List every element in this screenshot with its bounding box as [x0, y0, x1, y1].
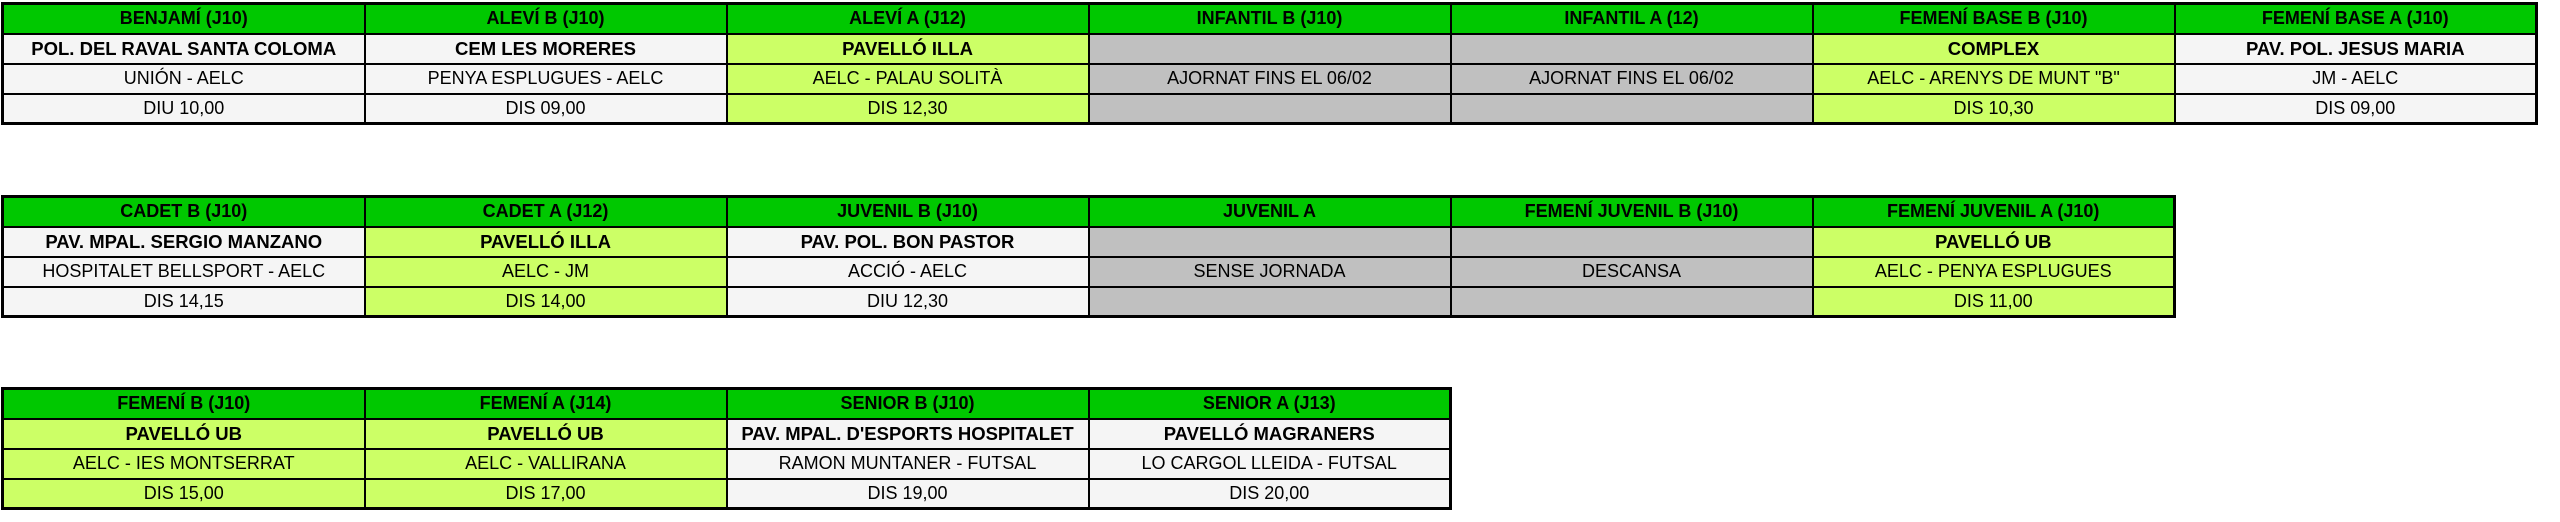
- time-cell: DIU 10,00: [3, 94, 365, 124]
- time-cell: DIU 12,30: [727, 287, 1089, 317]
- venue-cell: PAV. MPAL. SERGIO MANZANO: [3, 227, 365, 257]
- category-cell: FEMENÍ A (J14): [365, 389, 727, 419]
- match-cell: AJORNAT FINS EL 06/02: [1451, 64, 1813, 94]
- time-cell: DIS 20,00: [1089, 479, 1451, 509]
- venue-row: [3, 419, 1451, 449]
- venue-cell: CEM LES MORERES: [365, 34, 727, 64]
- venue-cell: POL. DEL RAVAL SANTA COLOMA: [3, 34, 365, 64]
- match-cell: LO CARGOL LLEIDA - FUTSAL: [1089, 449, 1451, 479]
- category-cell: FEMENÍ BASE B (J10): [1813, 4, 2175, 34]
- match-cell: JM - AELC: [2175, 64, 2537, 94]
- time-row: [3, 479, 1451, 509]
- venue-cell: PAVELLÓ MAGRANERS: [1089, 419, 1451, 449]
- match-cell: RAMON MUNTANER - FUTSAL: [727, 449, 1089, 479]
- category-cell: SENIOR A (J13): [1089, 389, 1451, 419]
- time-cell: DIS 12,30: [727, 94, 1089, 124]
- time-cell: DIS 10,30: [1813, 94, 2175, 124]
- venue-cell: PAV. MPAL. D'ESPORTS HOSPITALET: [727, 419, 1089, 449]
- time-cell: [1451, 287, 1813, 317]
- venue-row: [3, 34, 2537, 64]
- venue-cell: PAVELLÓ UB: [1813, 227, 2175, 257]
- venue-cell: PAVELLÓ ILLA: [727, 34, 1089, 64]
- time-cell: DIS 11,00: [1813, 287, 2175, 317]
- time-row: [3, 287, 2175, 317]
- schedule-table-2: [1, 195, 2176, 318]
- time-cell: [1089, 94, 1451, 124]
- category-cell: ALEVÍ A (J12): [727, 4, 1089, 34]
- match-cell: AELC - JM: [365, 257, 727, 287]
- time-row: [3, 94, 2537, 124]
- match-row: [3, 64, 2537, 94]
- venue-row: [3, 227, 2175, 257]
- schedule-table-3: [1, 387, 1452, 510]
- venue-cell: [1451, 34, 1813, 64]
- category-cell: INFANTIL B (J10): [1089, 4, 1451, 34]
- category-header-row: [3, 4, 2537, 34]
- match-cell: DESCANSA: [1451, 257, 1813, 287]
- match-row: [3, 257, 2175, 287]
- time-cell: DIS 15,00: [3, 479, 365, 509]
- category-cell: FEMENÍ BASE A (J10): [2175, 4, 2537, 34]
- match-cell: AELC - VALLIRANA: [365, 449, 727, 479]
- venue-cell: PAV. POL. JESUS MARIA: [2175, 34, 2537, 64]
- match-cell: AELC - PENYA ESPLUGUES: [1813, 257, 2175, 287]
- time-cell: DIS 09,00: [365, 94, 727, 124]
- category-cell: FEMENÍ JUVENIL A (J10): [1813, 197, 2175, 227]
- match-cell: ACCIÓ - AELC: [727, 257, 1089, 287]
- match-cell: AELC - ARENYS DE MUNT "B": [1813, 64, 2175, 94]
- category-cell: FEMENÍ B (J10): [3, 389, 365, 419]
- category-header-row: [3, 197, 2175, 227]
- category-cell: JUVENIL B (J10): [727, 197, 1089, 227]
- category-cell: ALEVÍ B (J10): [365, 4, 727, 34]
- time-cell: [1089, 287, 1451, 317]
- match-cell: HOSPITALET BELLSPORT - AELC: [3, 257, 365, 287]
- category-cell: JUVENIL A: [1089, 197, 1451, 227]
- match-cell: AELC - IES MONTSERRAT: [3, 449, 365, 479]
- time-cell: DIS 14,15: [3, 287, 365, 317]
- match-cell: AJORNAT FINS EL 06/02: [1089, 64, 1451, 94]
- category-cell: CADET A (J12): [365, 197, 727, 227]
- match-cell: AELC - PALAU SOLITÀ: [727, 64, 1089, 94]
- venue-cell: COMPLEX: [1813, 34, 2175, 64]
- category-header-row: [3, 389, 1451, 419]
- match-cell: SENSE JORNADA: [1089, 257, 1451, 287]
- venue-cell: [1451, 227, 1813, 257]
- category-cell: INFANTIL A (12): [1451, 4, 1813, 34]
- time-cell: DIS 19,00: [727, 479, 1089, 509]
- category-cell: FEMENÍ JUVENIL B (J10): [1451, 197, 1813, 227]
- category-cell: CADET B (J10): [3, 197, 365, 227]
- time-cell: DIS 14,00: [365, 287, 727, 317]
- venue-cell: [1089, 34, 1451, 64]
- time-cell: DIS 17,00: [365, 479, 727, 509]
- category-cell: SENIOR B (J10): [727, 389, 1089, 419]
- match-cell: UNIÓN - AELC: [3, 64, 365, 94]
- venue-cell: PAV. POL. BON PASTOR: [727, 227, 1089, 257]
- time-cell: [1451, 94, 1813, 124]
- venue-cell: [1089, 227, 1451, 257]
- match-row: [3, 449, 1451, 479]
- venue-cell: PAVELLÓ UB: [3, 419, 365, 449]
- time-cell: DIS 09,00: [2175, 94, 2537, 124]
- match-cell: PENYA ESPLUGUES - AELC: [365, 64, 727, 94]
- venue-cell: PAVELLÓ ILLA: [365, 227, 727, 257]
- category-cell: BENJAMÍ (J10): [3, 4, 365, 34]
- venue-cell: PAVELLÓ UB: [365, 419, 727, 449]
- schedule-table-1: [1, 2, 2538, 125]
